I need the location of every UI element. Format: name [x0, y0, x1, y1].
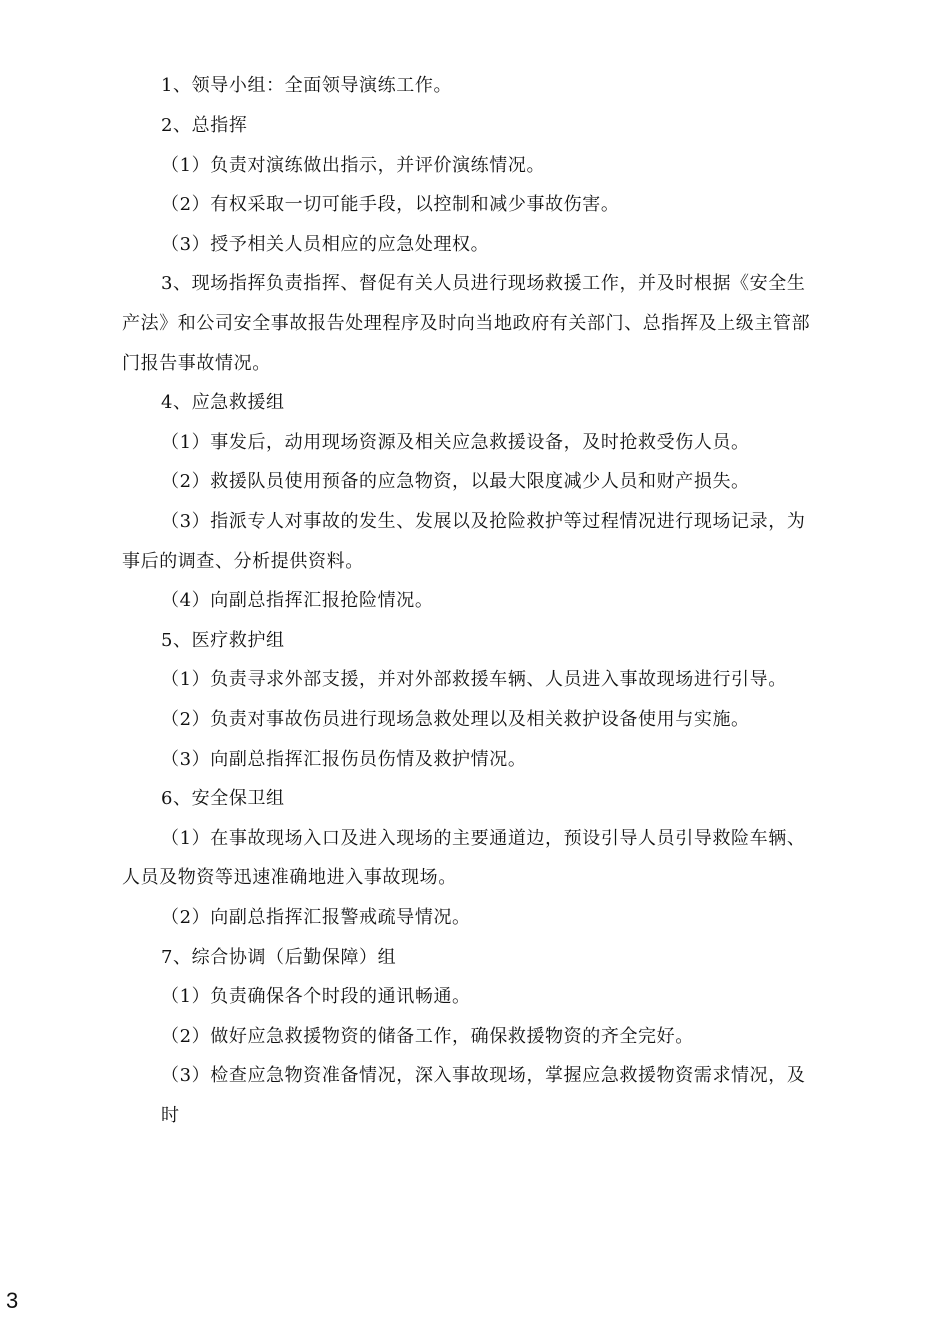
text-line: 7、综合协调（后勤保障）组 — [161, 947, 397, 968]
text-line: 4、应急救援组 — [161, 392, 285, 413]
text-line: 6、安全保卫组 — [161, 788, 285, 809]
text-line: 2、总指挥 — [161, 115, 248, 136]
text-line: 时 — [161, 1105, 180, 1126]
text-line: （4）向副总指挥汇报抢险情况。 — [161, 590, 434, 611]
text-line: （3）检查应急物资准备情况，深入事故现场，掌握应急救援物资需求情况，及 — [161, 1065, 806, 1086]
text-line: （1）在事故现场入口及进入现场的主要通道边，预设引导人员引导救险车辆、 — [161, 828, 806, 849]
text-line: （1）负责确保各个时段的通讯畅通。 — [161, 986, 471, 1007]
text-line: 门报告事故情况。 — [122, 353, 271, 374]
text-line: （2）救援队员使用预备的应急物资，以最大限度减少人员和财产损失。 — [161, 471, 750, 492]
text-line: 5、医疗救护组 — [161, 630, 285, 651]
text-line: （1）负责对演练做出指示，并评价演练情况。 — [161, 155, 546, 176]
text-line: （3）授予相关人员相应的应急处理权。 — [161, 234, 490, 255]
text-line: （3）指派专人对事故的发生、发展以及抢险救护等过程情况进行现场记录，为 — [161, 511, 806, 532]
text-line: （2）向副总指挥汇报警戒疏导情况。 — [161, 907, 471, 928]
text-line: （3）向副总指挥汇报伤员伤情及救护情况。 — [161, 749, 527, 770]
text-line: 人员及物资等迅速准确地进入事故现场。 — [122, 867, 457, 888]
text-line: （1）负责寻求外部支援，并对外部救援车辆、人员进入事故现场进行引导。 — [161, 669, 787, 690]
text-line: （2）有权采取一切可能手段，以控制和减少事故伤害。 — [161, 194, 620, 215]
text-line: 3、现场指挥负责指挥、督促有关人员进行现场救援工作，并及时根据《安全生 — [161, 273, 806, 294]
page-number: 3 — [6, 1288, 19, 1313]
text-line: 事后的调查、分析提供资料。 — [122, 551, 364, 572]
text-line: 产法》和公司安全事故报告处理程序及时向当地政府有关部门、总指挥及上级主管部 — [122, 313, 811, 334]
text-line: 1、领导小组：全面领导演练工作。 — [161, 75, 453, 96]
text-line: （2）负责对事故伤员进行现场急救处理以及相关救护设备使用与实施。 — [161, 709, 750, 730]
text-line: （1）事发后，动用现场资源及相关应急救援设备，及时抢救受伤人员。 — [161, 432, 750, 453]
text-line: （2）做好应急救援物资的储备工作，确保救援物资的齐全完好。 — [161, 1026, 694, 1047]
